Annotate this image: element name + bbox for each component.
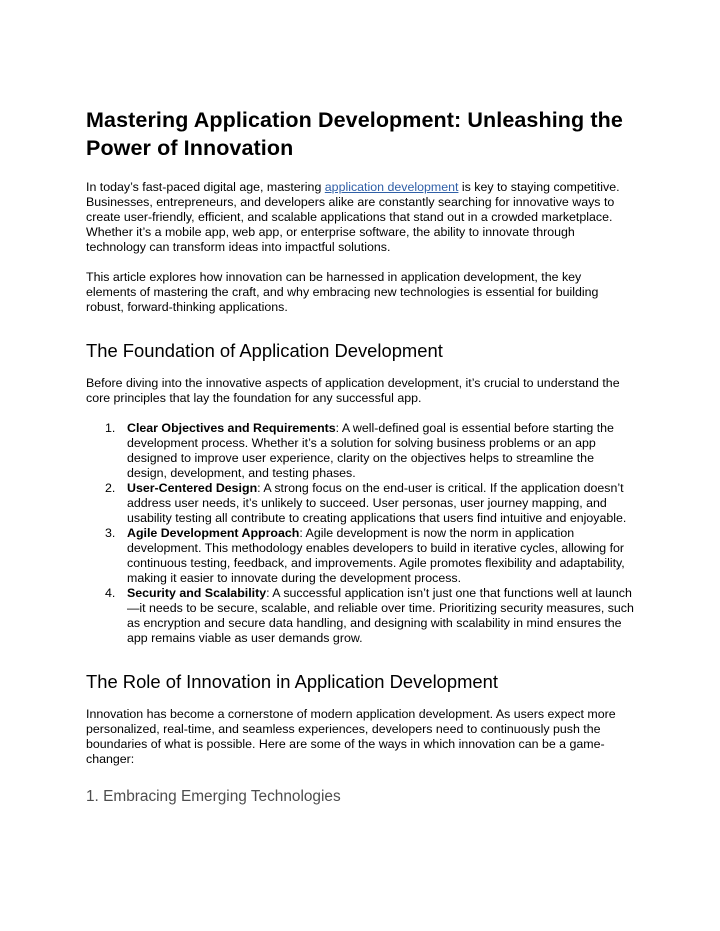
section-innovation-lead: Innovation has become a cornerstone of modern application development. As users expect more personalized, real-time, and seamless experiences, developers need to continuously push the boundaries of what is possible. Here are some of the ways in which innovation can be a game-changer:: [86, 707, 616, 766]
article-title: Mastering Application Development: Unleashing the Power of Innovation: [86, 108, 623, 160]
subheading-emerging-technologies: 1. Embracing Emerging Technologies: [86, 788, 341, 805]
intro-paragraph-2: This article explores how innovation can be harnessed in application development, the key elements of mastering the craft, and why embracing new technologies is essential for building robust, forward-thinking applications.: [86, 270, 599, 314]
list-item-text: : A well-defined goal is essential before starting the development process. Whether it’s a solution for solving business problems or an app designed to improve user experience, clarity on the objectives helps to streamline the design, development, and testing phases.: [127, 421, 614, 480]
list-item-term: User-Centered Design: [127, 481, 258, 495]
application-development-link[interactable]: application development: [324, 180, 459, 194]
section-foundation-lead: Before diving into the innovative aspects of application development, it’s crucial to understand the core principles that lay the foundation for any successful app.: [86, 376, 620, 405]
list-item-term: Security and Scalability: [127, 586, 267, 600]
list-item: [86, 481, 634, 526]
list-item-text: : Agile development is now the norm in application development. This methodology enables developers to build in iterative cycles, allowing for continuous testing, feedback, and improvements. Agile promotes flexibility and adaptability, making it easier to innovate during the development process.: [127, 526, 625, 585]
list-item-term: Clear Objectives and Requirements: [127, 421, 336, 435]
list-item-term: Agile Development Approach: [127, 526, 300, 540]
list-item-number: 3.: [105, 526, 116, 540]
list-item: [86, 526, 634, 586]
section-heading-foundation: The Foundation of Application Development: [86, 340, 443, 361]
intro-text-before-link: In today’s fast-paced digital age, mastering: [86, 180, 325, 194]
list-item-number: 1.: [105, 421, 116, 435]
section-heading-innovation: The Role of Innovation in Application Development: [86, 671, 499, 692]
list-item-text: : A successful application isn’t just one that functions well at launch—it needs to be secure, scalable, and reliable over time. Prioritizing security measures, such as encryption and secure data handling, and designing with scalability in mind ensures the app remains viable as user demands grow.: [127, 586, 634, 645]
intro-paragraph: [86, 180, 634, 255]
list-item: [86, 421, 634, 481]
list-item-number: 2.: [105, 481, 116, 495]
intro-text-after-link: is key to staying competitive. Businesses, entrepreneurs, and developers alike are constantly searching for innovative ways to create user-friendly, efficient, and scalable applications that stand out in a crowded marketplace. Whether it’s a mobile app, web app, or enterprise software, the ability to innovate through technology can transform ideas into impactful solutions.: [86, 180, 620, 254]
list-item-number: 4.: [105, 586, 116, 600]
principles-list: [86, 421, 634, 646]
list-item: [86, 586, 634, 646]
list-item-text: : A strong focus on the end-user is critical. If the application doesn’t address user needs, it’s unlikely to succeed. User personas, user journey mapping, and usability testing all contribute to creating applications that users find intuitive and enjoyable.: [127, 481, 627, 525]
